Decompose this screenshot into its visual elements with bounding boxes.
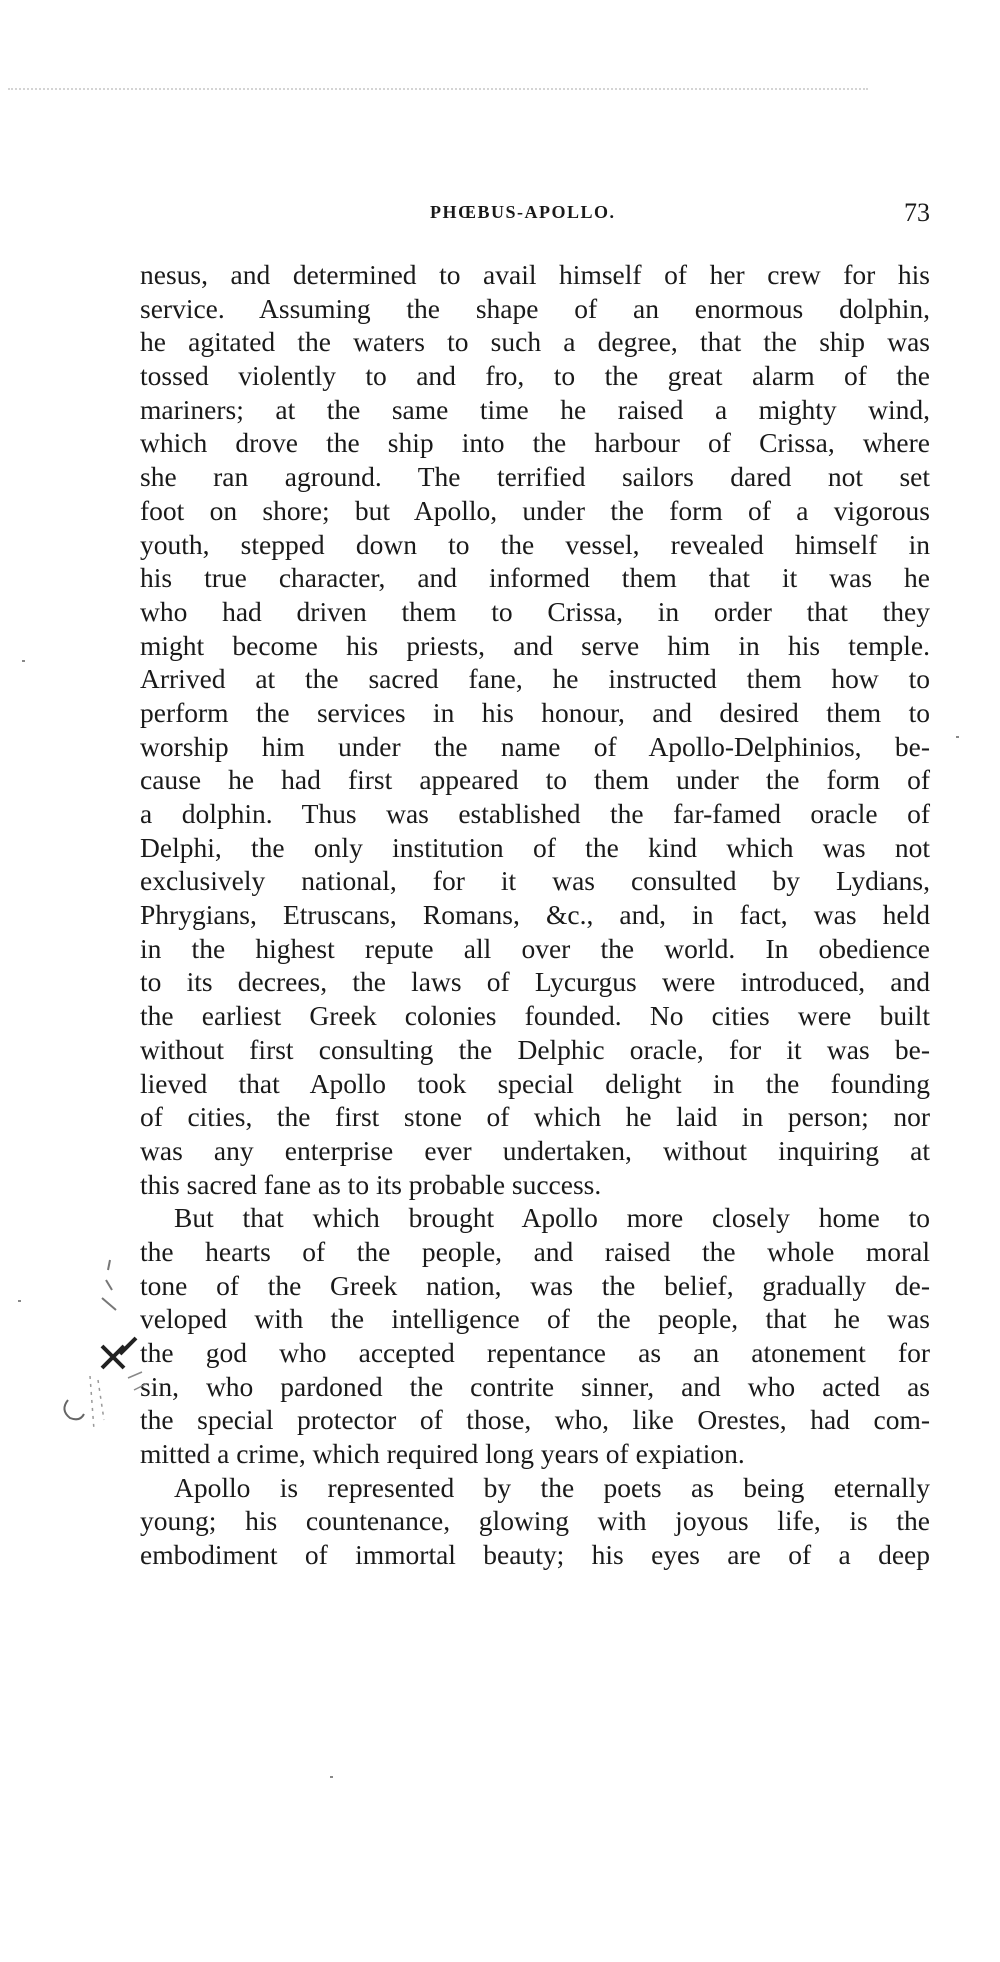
paragraph-3	[140, 1471, 930, 1572]
text-line: service. Assuming the shape of an enormous dolphin,	[140, 292, 930, 324]
text-line: Arrived at the sacred fane, he instructed them how to	[140, 663, 930, 695]
margin-tick	[956, 736, 959, 738]
text-line: he agitated the waters to such a degree, that the ship was	[140, 326, 930, 358]
text-line: his true character, and informed them that it was he	[140, 562, 930, 594]
text-line: the god who accepted repentance as an atonement for	[140, 1337, 930, 1368]
scan-artifact-dots	[8, 88, 868, 94]
text-line: a dolphin. Thus was established the far-famed oracle of	[140, 798, 930, 829]
text-line: to its decrees, the laws of Lycurgus were introduced, and	[140, 966, 930, 998]
running-title: PHŒBUS-APOLLO.	[430, 202, 616, 222]
paragraph-1	[140, 258, 930, 1201]
text-line: foot on shore; but Apollo, under the form of a vigorous	[140, 494, 930, 526]
margin-tick	[330, 1776, 333, 1778]
text-line: without first consulting the Delphic oracle, for it was be-	[140, 1033, 930, 1065]
text-line: Delphi, the only institution of the kind which was not	[140, 831, 930, 863]
page-header	[140, 198, 930, 232]
text-line: worship him under the name of Apollo-Delphinios, be-	[140, 730, 930, 762]
text-line: she ran aground. The terrified sailors dared not set	[140, 461, 930, 493]
text-line: mitted a crime, which required long years of expiation.	[140, 1438, 745, 1470]
text-line: tone of the Greek nation, was the belief, gradually de-	[140, 1269, 930, 1301]
text-line: exclusively national, for it was consulted by Lydians,	[140, 865, 930, 897]
text-line: the earliest Greek colonies founded. No cities were built	[140, 1000, 930, 1032]
margin-tick	[18, 1300, 21, 1302]
text-line: which drove the ship into the harbour of Crissa, where	[140, 427, 930, 459]
body-text	[140, 258, 930, 1572]
text-line: the hearts of the people, and raised the whole moral	[140, 1235, 930, 1267]
text-line: tossed violently to and fro, to the great alarm of the	[140, 360, 930, 392]
text-line: But that which brought Apollo more closely home to	[174, 1202, 930, 1234]
text-line: veloped with the intelligence of the people, that he was	[140, 1303, 930, 1335]
margin-tick	[22, 660, 25, 662]
text-line: sin, who pardoned the contrite sinner, and who acted as	[140, 1370, 930, 1402]
text-line: this sacred fane as to its probable success.	[140, 1168, 602, 1200]
text-line: of cities, the first stone of which he laid in person; nor	[140, 1101, 930, 1133]
page-number: 73	[904, 198, 930, 227]
text-line: cause he had first appeared to them under the form of	[140, 764, 930, 796]
paragraph-2	[140, 1201, 930, 1471]
text-line: Apollo is represented by the poets as being eternally	[174, 1471, 930, 1503]
text-line: in the highest repute all over the world. In obedience	[140, 932, 930, 964]
text-line: was any enterprise ever undertaken, without inquiring at	[140, 1134, 930, 1166]
text-line: lieved that Apollo took special delight in the founding	[140, 1067, 930, 1099]
text-line: youth, stepped down to the vessel, revealed himself in	[140, 528, 930, 560]
text-line: the special protector of those, who, like Orestes, had com-	[140, 1404, 930, 1436]
text-line: perform the services in his honour, and desired them to	[140, 696, 930, 728]
text-line: young; his countenance, glowing with joyous life, is the	[140, 1505, 930, 1537]
text-line: who had driven them to Crissa, in order that they	[140, 595, 930, 627]
text-line: Phrygians, Etruscans, Romans, &c., and, in fact, was held	[140, 899, 930, 931]
margin-scribble	[50, 1250, 150, 1440]
text-line: might become his priests, and serve him in his temple.	[140, 629, 930, 661]
text-line: nesus, and determined to avail himself of her crew for his	[140, 259, 930, 290]
text-line: mariners; at the same time he raised a mighty wind,	[140, 393, 930, 425]
text-line: embodiment of immortal beauty; his eyes are of a deep	[140, 1539, 930, 1571]
